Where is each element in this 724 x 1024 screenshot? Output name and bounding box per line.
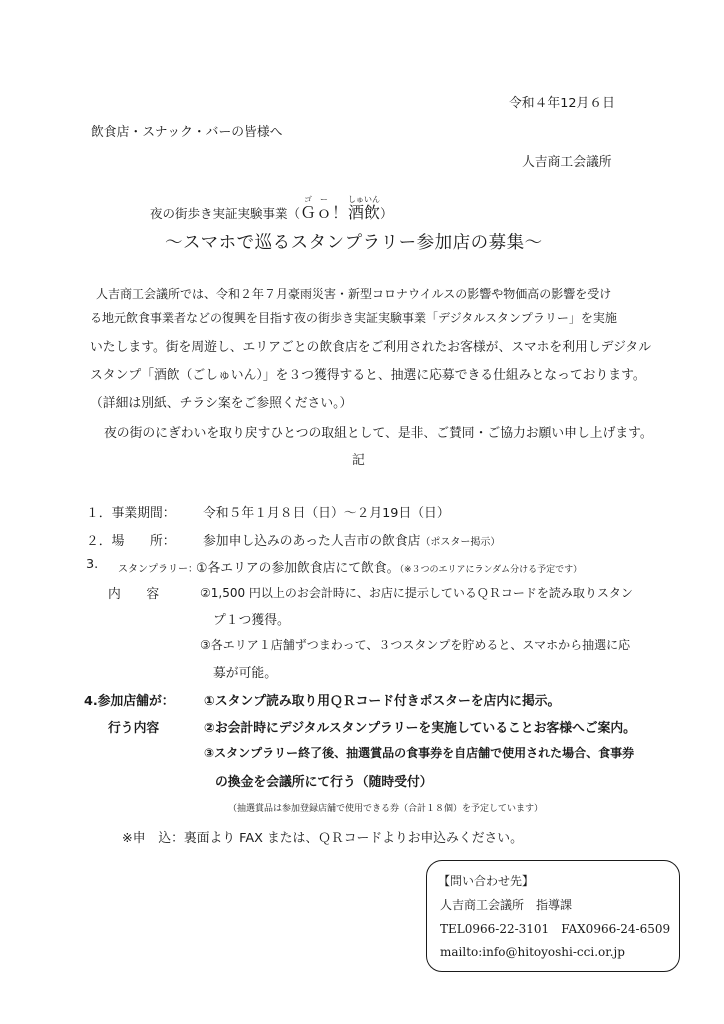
body-line-1: 人吉商工会議所では、令和２年７月豪雨災害・新型コロナウイルスの影響や物価高の影響を受け (96, 287, 612, 301)
body-line-3: いたします。街を周遊し、エリアごとの飲食店をご利用されたお客様が、スマホを利用しデジタル (90, 340, 652, 355)
ki-heading: 記 (352, 453, 365, 468)
body-line-6: 夜の街のにぎわいを取り戻すひとつの取組として、是非、ご賛同・ご協力お願い申し上げます。 (104, 426, 653, 441)
stamp-step-1-note: （※３つのエリアにランダム分ける予定です） (399, 565, 583, 575)
content-label: 内 容 (108, 587, 160, 602)
contact-email[interactable]: mailto:info@hitoyoshi-cci.or.jp (440, 945, 625, 959)
place-label: ２．場 所： (86, 534, 176, 549)
stamp-number: 3. (86, 557, 99, 572)
shop-step-1: ①スタンプ読み取り用ＱＲコード付きポスターを店内に掲示。 (204, 694, 561, 709)
body-line-2: る地元飲食事業者などの復興を目指す夜の街歩き実証実験事業「デジタルスタンプラリー」を実施 (90, 311, 617, 325)
stamp-step-1 (196, 557, 582, 576)
subtitle-suffix: ） (380, 206, 393, 221)
body-line-4: スタンプ「酒飲（ごしゅいん）」を３つ獲得すると、抽選に応募できる仕組みとなっております。 (90, 368, 646, 383)
stamp-label: スタンプラリー： (118, 564, 198, 575)
place-text: 参加申し込みのあった人吉市の飲食店 (203, 534, 421, 549)
shuin-ruby-word (348, 195, 381, 222)
go-ruby-word (300, 195, 333, 222)
period-value: 令和５年１月８日（日）～２月19日（日） (203, 506, 450, 521)
place-value (203, 530, 500, 549)
subtitle-line (150, 195, 393, 223)
place-note: （ポスター掲示） (420, 537, 501, 548)
stamp-step-3-line-2: 募が可能。 (213, 666, 277, 681)
body-line-5: （詳細は別紙、チラシ案をご参照ください。） (90, 396, 353, 411)
shop-step-2: ②お会計時にデジタルスタンプラリーを実施していることお客様へご案内。 (204, 721, 636, 736)
stamp-step-2-line-1: ②1,500 円以上のお会計時に、お店に提示しているＱＲコードを読み取りスタン (200, 586, 633, 600)
shuin-text: 酒飲 (348, 203, 381, 222)
document-date: 令和４年12月６日 (509, 96, 615, 111)
shop-step-3-line-2: の換金を会議所にて行う（随時受付） (215, 775, 433, 790)
subtitle-prefix: 夜の街歩き実証実験事業（ (150, 206, 301, 221)
contact-tel-fax: TEL0966-22-3101 FAX0966-24-6509 (440, 922, 671, 936)
stamp-step-2-line-2: プ１つ獲得。 (213, 613, 290, 628)
shop-step-3-line-1: ③スタンプラリー終了後、抽選賞品の食事券を自店舗で使用された場合、食事券 (204, 746, 635, 760)
contact-org: 人吉商工会議所 指導課 (440, 898, 573, 912)
go-text: Ｇｏ (300, 203, 333, 222)
stamp-step-3-line-1: ③各エリア１店舗ずつまわって、３つスタンプを貯めると、スマホから抽選に応 (200, 638, 631, 652)
contact-heading: 【問い合わせ先】 (438, 874, 535, 888)
shop-note: （抽選賞品は参加登録店舗で使用できる券（合計１８個）を予定しています） (228, 804, 544, 814)
recipient-line: 飲食店・スナック・バーの皆様へ (91, 125, 283, 140)
sender-name: 人吉商工会議所 (522, 155, 612, 170)
shop-label-line-1: 4.参加店舗が： (84, 694, 175, 709)
shuin-reading: しゅいん (348, 195, 381, 204)
go-reading: ゴー (300, 195, 333, 204)
stamp-step-1-text: ①各エリアの参加飲食店にて飲食。 (196, 561, 400, 576)
period-label: １．事業期間： (86, 506, 176, 521)
page-title: ～スマホで巡るスタンプラリー参加店の募集～ (165, 233, 543, 253)
shop-label-line-2: 行う内容 (108, 721, 160, 736)
exclaim-mark: ！ (332, 203, 349, 222)
apply-line: ※申 込：裏面より FAX または、ＱＲコードよりお申込みください。 (122, 831, 523, 846)
contact-box (426, 860, 680, 972)
